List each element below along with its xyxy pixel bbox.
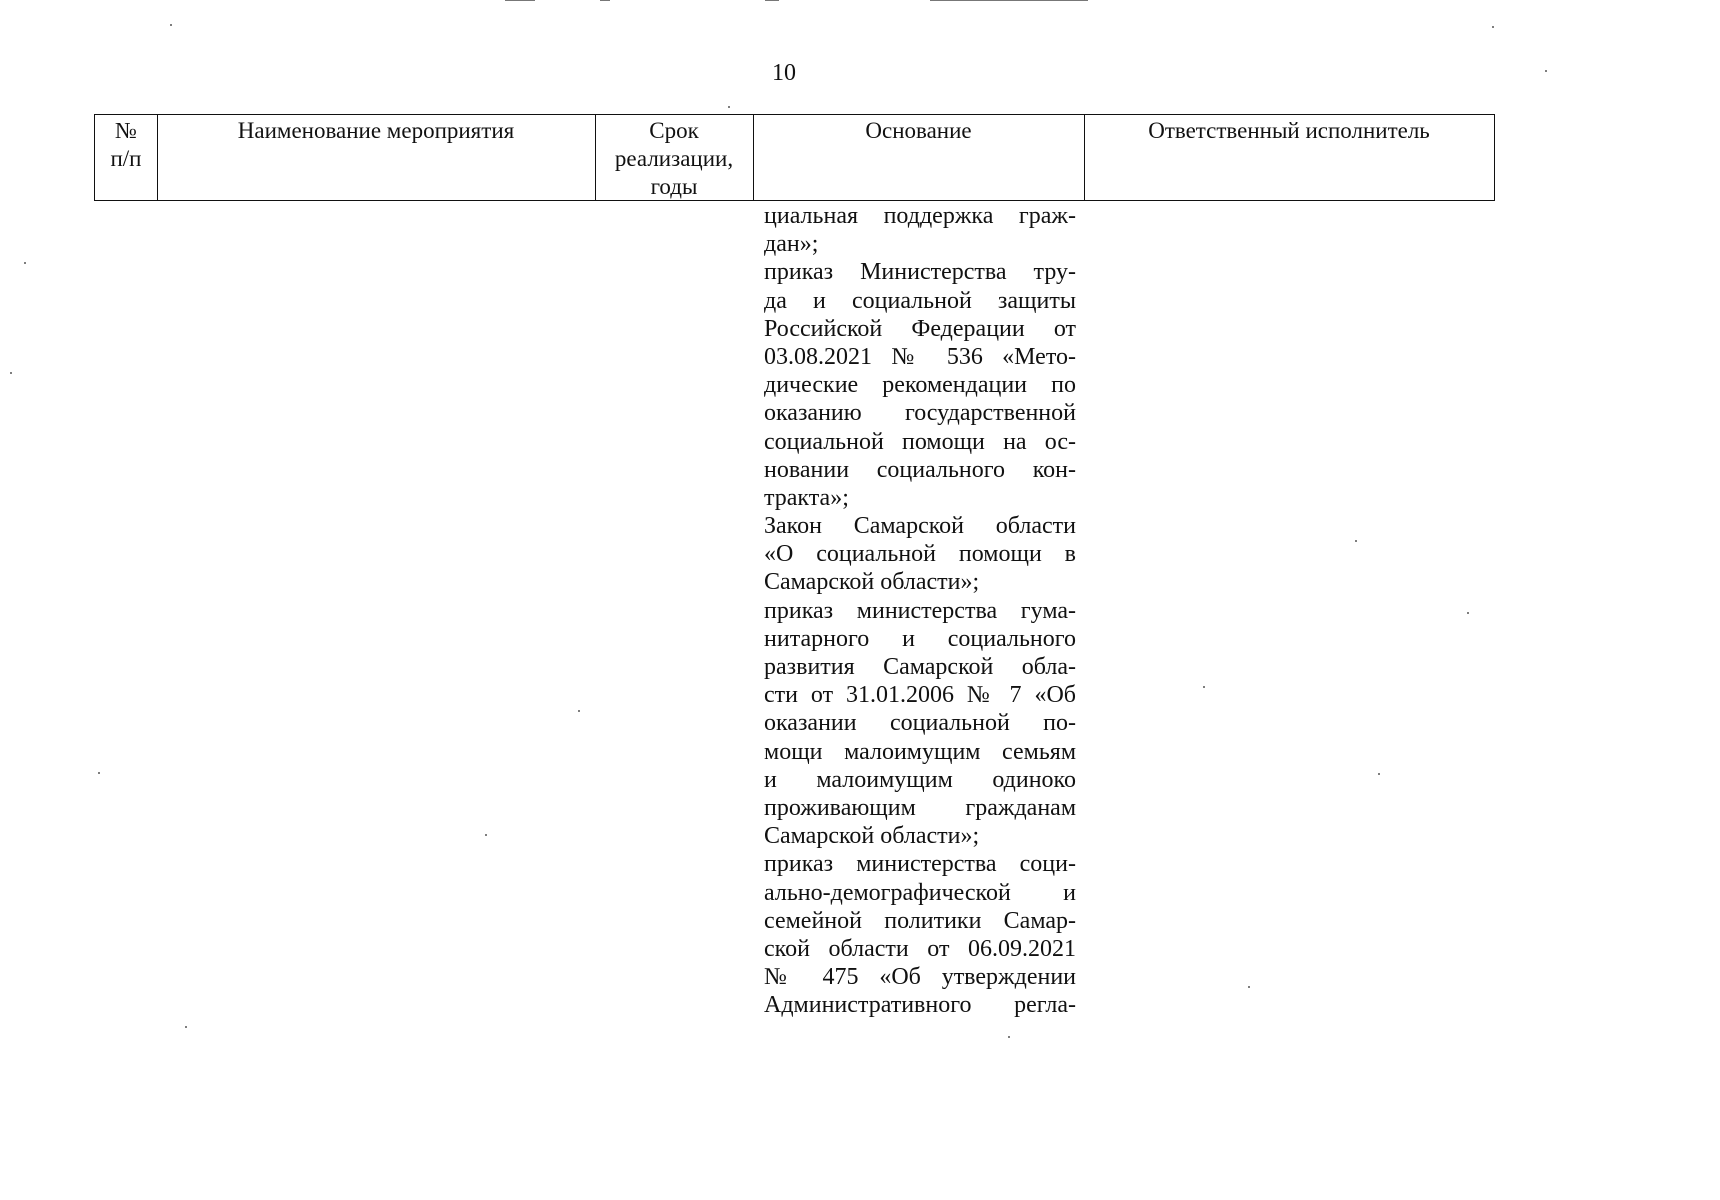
scan-speck bbox=[1492, 26, 1494, 28]
scan-edge-mark bbox=[505, 0, 535, 1]
basis-text-line: мощи малоимущим семьям bbox=[764, 738, 1076, 765]
basis-text-line: дические рекомендации по bbox=[764, 372, 1076, 399]
basis-text-line: приказ Министерства тру- bbox=[764, 259, 1076, 286]
scan-edge-mark bbox=[600, 0, 610, 1]
basis-text-line: оказанию государственной bbox=[764, 400, 1076, 427]
basis-text-line: Административного регла- bbox=[764, 992, 1076, 1019]
header-number-line: п/п bbox=[110, 146, 142, 171]
basis-text-line: нитарного и социального bbox=[764, 625, 1076, 652]
basis-text-line: Самарской области»; bbox=[764, 823, 980, 850]
scan-speck bbox=[485, 834, 487, 836]
header-number bbox=[95, 117, 157, 173]
header-basis bbox=[753, 117, 1084, 145]
scan-speck bbox=[1378, 773, 1380, 775]
basis-text-line: тракта»; bbox=[764, 484, 849, 511]
basis-text-line: оказании социальной по- bbox=[764, 710, 1076, 737]
header-activity-name-line: Наименование мероприятия bbox=[237, 118, 515, 143]
table-header bbox=[94, 114, 1495, 201]
basis-text-line: Российской Федерации от bbox=[764, 315, 1076, 342]
header-term-line: Срок bbox=[649, 118, 699, 143]
basis-text-line: Самарской области»; bbox=[764, 569, 980, 596]
scan-speck bbox=[1008, 1036, 1010, 1038]
header-responsible-line: Ответственный исполнитель bbox=[1148, 118, 1430, 143]
scan-edge-mark bbox=[930, 0, 1088, 1]
basis-text-line: новании социального кон- bbox=[764, 456, 1076, 483]
scan-edge-mark bbox=[765, 0, 779, 1]
basis-text-line: дан»; bbox=[764, 231, 819, 258]
page-number: 10 bbox=[772, 60, 796, 86]
scan-speck bbox=[1467, 612, 1469, 614]
scan-speck bbox=[98, 772, 100, 774]
basis-cell-text bbox=[764, 202, 1076, 1019]
scan-speck bbox=[24, 262, 26, 264]
basis-text-line: приказ министерства соци- bbox=[764, 851, 1076, 878]
scan-speck bbox=[185, 1026, 187, 1028]
basis-text-line: Закон Самарской области bbox=[764, 513, 1076, 540]
scan-speck bbox=[578, 710, 580, 712]
header-responsible bbox=[1084, 117, 1494, 145]
basis-text-line: развития Самарской обла- bbox=[764, 654, 1076, 680]
scan-speck bbox=[728, 106, 730, 108]
basis-text-line: да и социальной защиты bbox=[764, 287, 1076, 314]
scan-speck bbox=[1355, 540, 1357, 542]
basis-text-line: сти от 31.01.2006 № 7 «Об bbox=[764, 682, 1076, 709]
header-term-line: реализации, bbox=[614, 146, 734, 171]
basis-text-line: приказ министерства гума- bbox=[764, 597, 1076, 624]
basis-text-line: и малоимущим одиноко bbox=[764, 766, 1076, 793]
basis-text-line: ально-демографической и bbox=[764, 879, 1076, 906]
basis-text-line: № 475 «Об утверждении bbox=[764, 964, 1076, 991]
header-term-line: годы bbox=[650, 174, 698, 199]
basis-text-line: социальной помощи на ос- bbox=[764, 428, 1076, 455]
header-basis-line: Основание bbox=[865, 118, 972, 143]
scan-speck bbox=[1203, 686, 1205, 688]
basis-text-line: «О социальной помощи в bbox=[764, 541, 1076, 568]
basis-text-line: 03.08.2021 № 536 «Мето- bbox=[764, 343, 1076, 370]
header-activity-name bbox=[157, 117, 595, 145]
scan-speck bbox=[10, 372, 12, 374]
scan-speck bbox=[1545, 70, 1547, 72]
basis-text-line: ской области от 06.09.2021 bbox=[764, 935, 1076, 962]
header-number-line: № bbox=[115, 118, 137, 143]
basis-text-line: семейной политики Самар- bbox=[764, 907, 1076, 934]
basis-text-line: проживающим гражданам bbox=[764, 794, 1076, 821]
scan-speck bbox=[170, 24, 172, 26]
scan-speck bbox=[1248, 986, 1250, 988]
header-term bbox=[595, 117, 753, 201]
basis-text-line: циальная поддержка граж- bbox=[764, 203, 1076, 229]
